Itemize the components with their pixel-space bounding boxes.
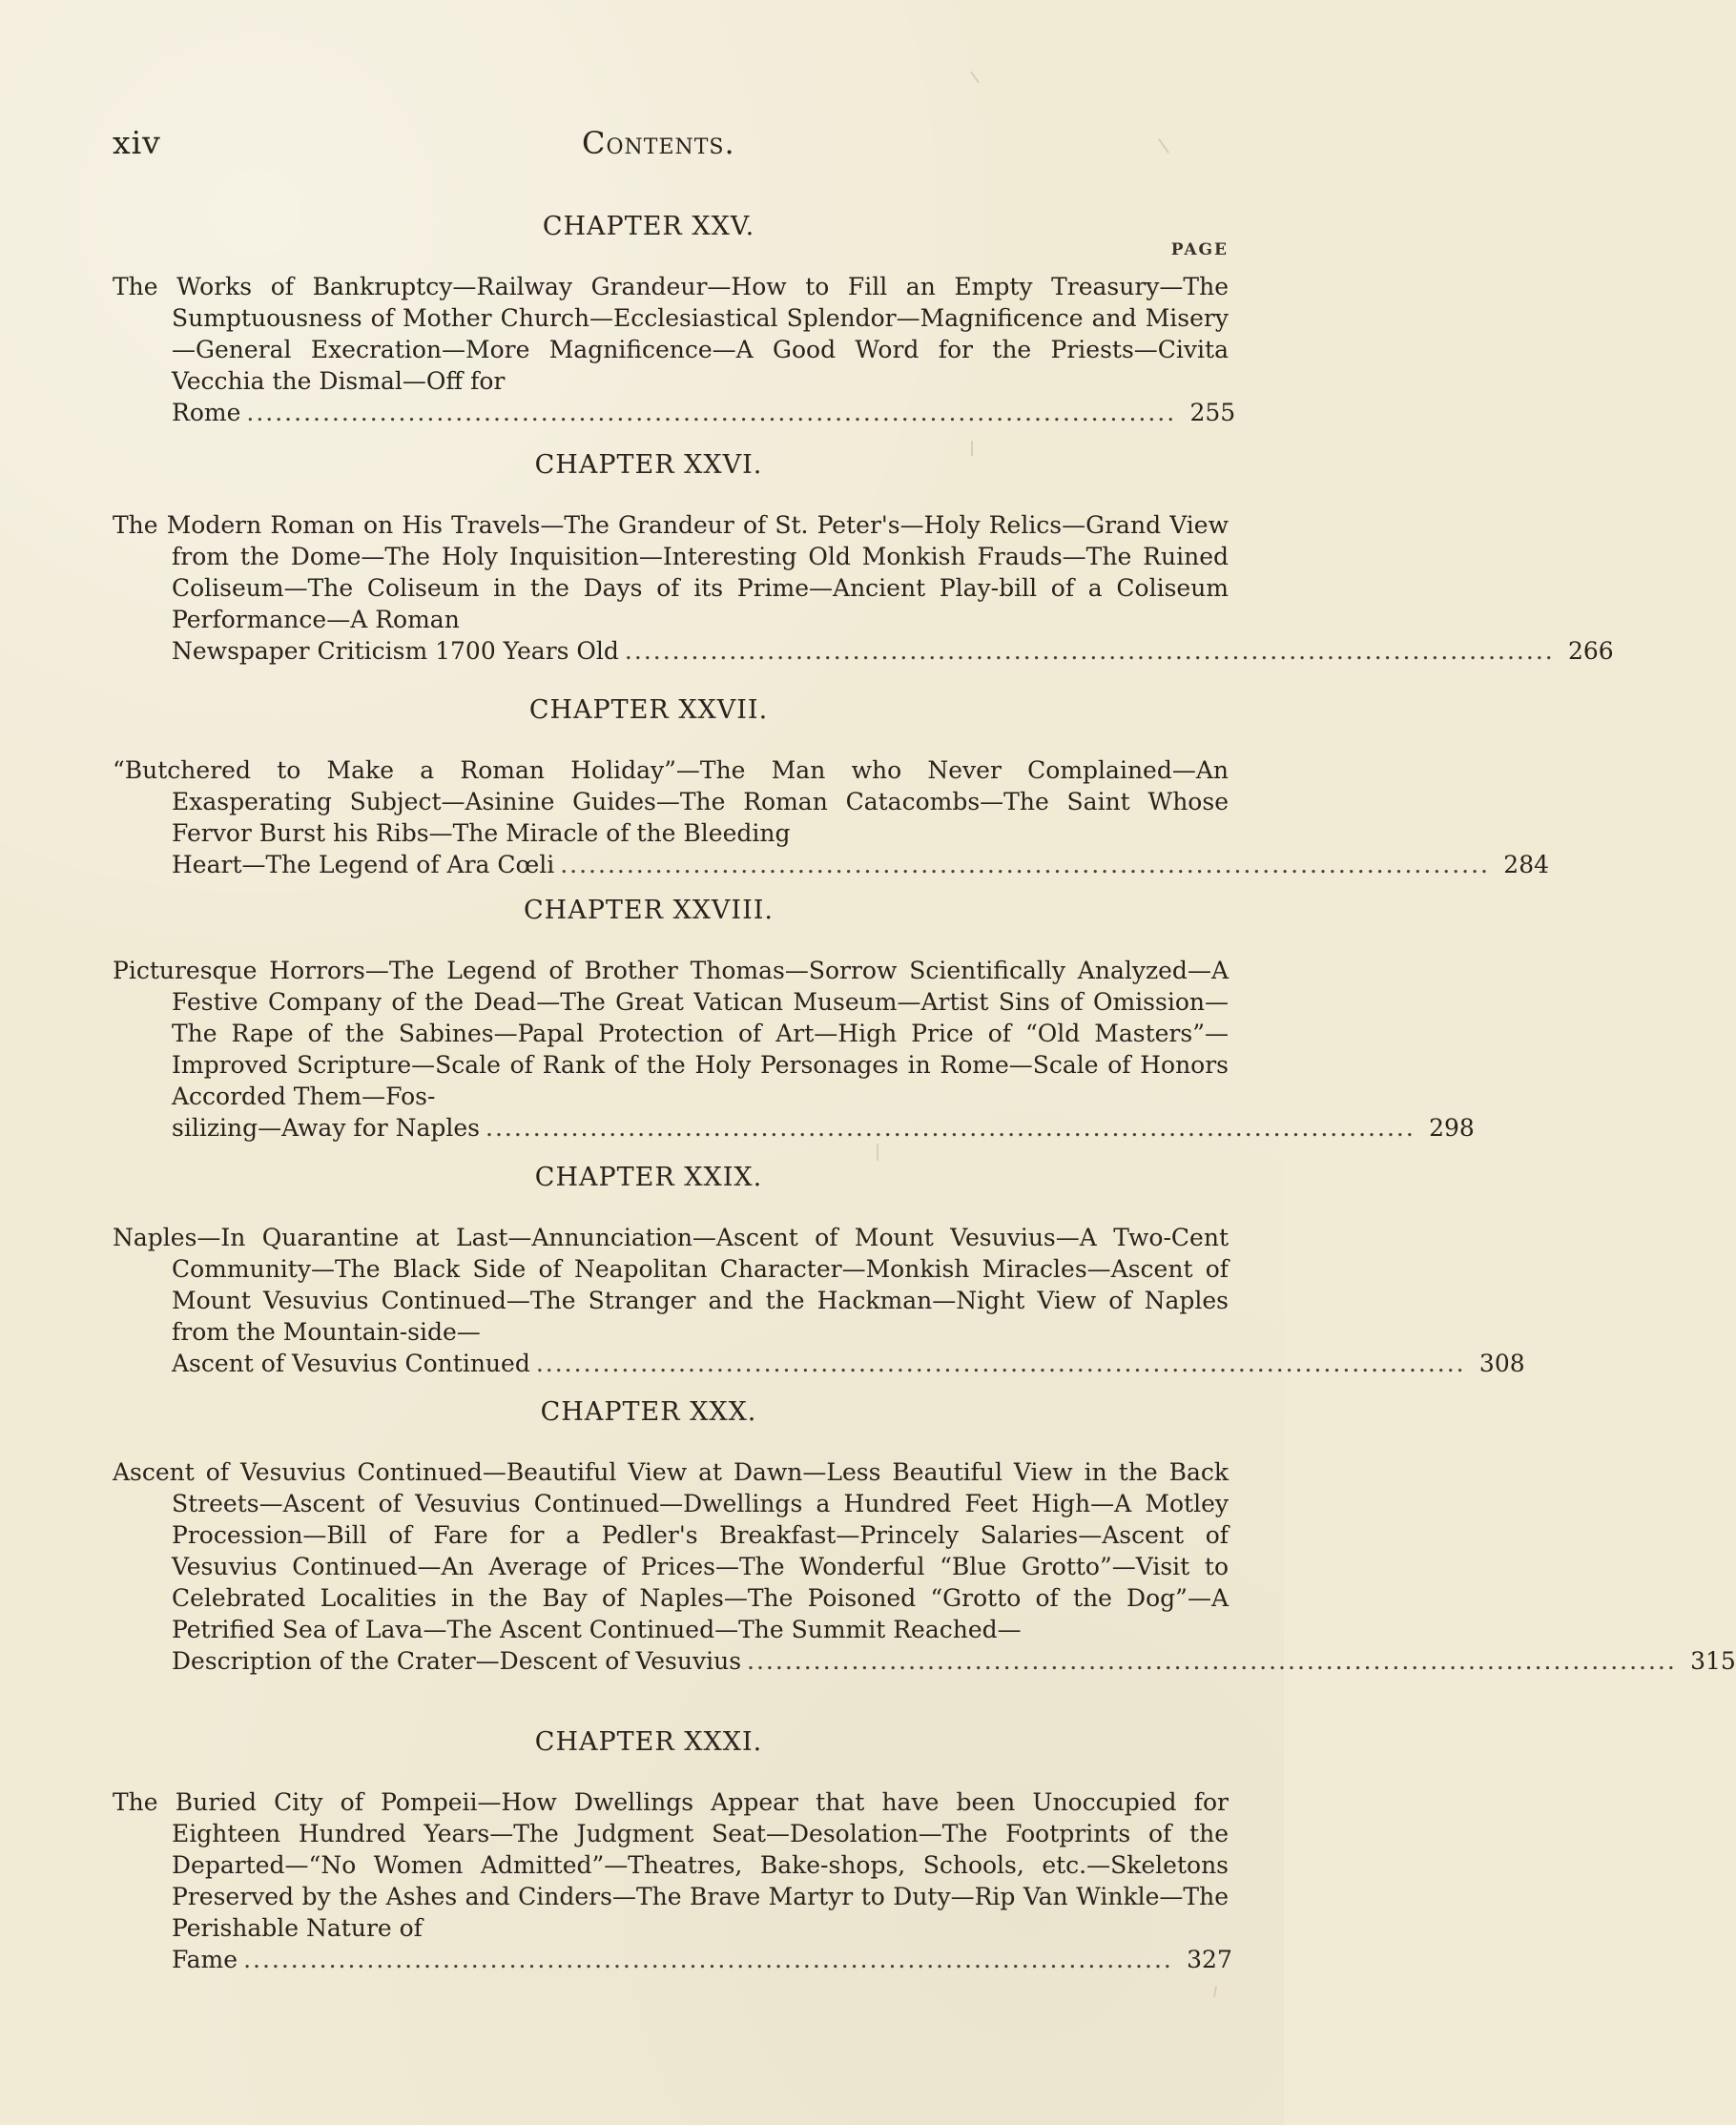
- chapter-summary-text: The Modern Roman on His Travels—The Grandeur of St. Peter's—Holy Relics—Grand View from the Dome—The Holy Inquisition—Interesting Old Monkish Frauds—The Ruined Coliseum—The Coliseum in the Days of its Prime—Ancient Play-bill of a Coliseum Performance—A Roman: [113, 511, 1229, 633]
- chapter-leader-line: [172, 1112, 1475, 1144]
- chapter-leader-text: Newspaper Criticism 1700 Years Old: [172, 637, 619, 665]
- dot-leader: ..................................................................................................: [535, 1350, 1466, 1377]
- chapter-leader-line: [172, 849, 1550, 880]
- chapter-summary-text: Picturesque Horrors—The Legend of Brother Thomas—Sorrow Scientifically Analyzed—A Festive Company of the Dead—The Great Vatican Museum—Artist Sins of Omission—The Rape of the Sabines—Papal Protection of Art—High Price of “Old Masters”—Improved Scripture—Scale of Rank of the Holy Personages in Rome—Scale of Honors Accorded Them—Fos-: [113, 957, 1229, 1110]
- chapter-summary-text: Ascent of Vesuvius Continued—Beautiful View at Dawn—Less Beautiful View in the Back Streets—Ascent of Vesuvius Continued—Dwellings a Hundred Feet High—A Motley Procession—Bill of Fare for a Pedler's Breakfast—Princely Salaries—Ascent of Vesuvius Continued—An Average of Prices—The Wonderful “Blue Grotto”—Visit to Celebrated Localities in the Bay of Naples—The Poisoned “Grotto of the Dog”—A Petrified Sea of Lava—The Ascent Continued—The Summit Reached—: [113, 1458, 1229, 1643]
- chapter-page-number: 255: [1189, 399, 1236, 426]
- chapter-leader-text: Heart—The Legend of Ara Cœli: [172, 851, 555, 878]
- chapter-page-number: 308: [1478, 1350, 1525, 1377]
- page-number: xiv: [113, 124, 161, 161]
- chapter-page-number: 327: [1187, 1946, 1232, 1973]
- dot-leader: ..................................................................................................: [486, 1114, 1416, 1142]
- chapter-entry-xxvi: [113, 448, 1614, 667]
- chapter-title: CHAPTER XXV.: [542, 212, 755, 241]
- chapter-title: CHAPTER XXVIII.: [523, 896, 775, 925]
- chapter-summary: [113, 1786, 1232, 1975]
- chapter-leader-line: [172, 397, 1236, 428]
- chapter-leader-text: Fame: [172, 1946, 238, 1973]
- chapter-entry-xxxi: [113, 1725, 1232, 1975]
- dot-leader: ..................................................................................................: [243, 1946, 1173, 1973]
- dot-leader: ..................................................................................................: [624, 637, 1555, 665]
- page-column-label: PAGE: [1170, 240, 1229, 259]
- chapter-title: CHAPTER XXX.: [540, 1397, 757, 1427]
- chapter-entry-xxviii: [113, 894, 1475, 1144]
- chapter-summary-text: The Works of Bankruptcy—Railway Grandeur—How to Fill an Empty Treasury—The Sumptuousness of Mother Church—Ecclesiastical Splendor—Magnificence and Misery—General Execration—More Magnificence—A Good Word for the Priests—Civita Vecchia the Dismal—Off for: [113, 273, 1229, 395]
- chapter-summary-text: “Butchered to Make a Roman Holiday”—The Man who Never Complained—An Exasperating Subject—Asinine Guides—The Roman Catacombs—The Saint Whose Fervor Burst his Ribs—The Miracle of the Bleeding: [113, 756, 1229, 847]
- chapter-entry-xxvii: [113, 693, 1550, 880]
- chapter-summary: [113, 1222, 1525, 1379]
- chapter-summary: [113, 509, 1614, 667]
- paper-mark: [1213, 1986, 1217, 1997]
- chapter-summary: [113, 754, 1550, 880]
- chapter-leader-text: Description of the Crater—Descent of Vesuvius: [172, 1647, 742, 1675]
- chapter-leader-line: [172, 635, 1614, 667]
- chapter-title: CHAPTER XXVII.: [528, 695, 769, 725]
- chapter-page-number: 266: [1568, 637, 1614, 665]
- dot-leader: ..................................................................................................: [560, 851, 1491, 878]
- chapter-summary: [113, 1456, 1736, 1677]
- running-title: Contents.: [582, 125, 735, 161]
- chapter-page-number: 315: [1690, 1647, 1736, 1675]
- page-header: [113, 122, 1181, 164]
- chapter-leader-text: Ascent of Vesuvius Continued: [172, 1350, 530, 1377]
- paper-mark: [877, 1144, 878, 1161]
- chapter-page-number: 284: [1503, 851, 1550, 878]
- chapter-summary-text: The Buried City of Pompeii—How Dwellings Appear that have been Unoccupied for Eighteen Hundred Years—The Judgment Seat—Desolation—The Footprints of the Departed—“No Women Admitted”—Theatres, Bake-shops, Schools, etc.—Skeletons Preserved by the Ashes and Cinders—The Brave Martyr to Duty—Rip Van Winkle—The Perishable Nature of: [113, 1788, 1229, 1942]
- chapter-summary-text: Naples—In Quarantine at Last—Annunciation—Ascent of Mount Vesuvius—A Two-Cent Community—The Black Side of Neapolitan Character—Monkish Miracles—Ascent of Mount Vesuvius Continued—The Stranger and the Hackman—Night View of Naples from the Mountain-side—: [113, 1224, 1229, 1346]
- chapter-entry-xxx: [113, 1395, 1736, 1677]
- chapter-leader-line: [172, 1944, 1232, 1975]
- chapter-entry-xxv: [113, 210, 1236, 428]
- chapter-title: CHAPTER XXVI.: [534, 450, 763, 480]
- chapter-entry-xxix: [113, 1161, 1525, 1379]
- chapter-leader-text: Rome: [172, 399, 241, 426]
- chapter-leader-text: silizing—Away for Naples: [172, 1114, 480, 1142]
- paper-mark: [970, 72, 980, 84]
- chapter-summary: [113, 271, 1236, 428]
- chapter-title: CHAPTER XXXI.: [534, 1727, 763, 1757]
- chapter-page-number: 298: [1429, 1114, 1475, 1142]
- chapter-summary: [113, 955, 1475, 1144]
- dot-leader: ..................................................................................................: [747, 1647, 1677, 1675]
- chapter-title: CHAPTER XXIX.: [534, 1163, 763, 1192]
- chapter-leader-line: [172, 1645, 1736, 1677]
- dot-leader: ..................................................................................................: [246, 399, 1177, 426]
- chapter-leader-line: [172, 1348, 1525, 1379]
